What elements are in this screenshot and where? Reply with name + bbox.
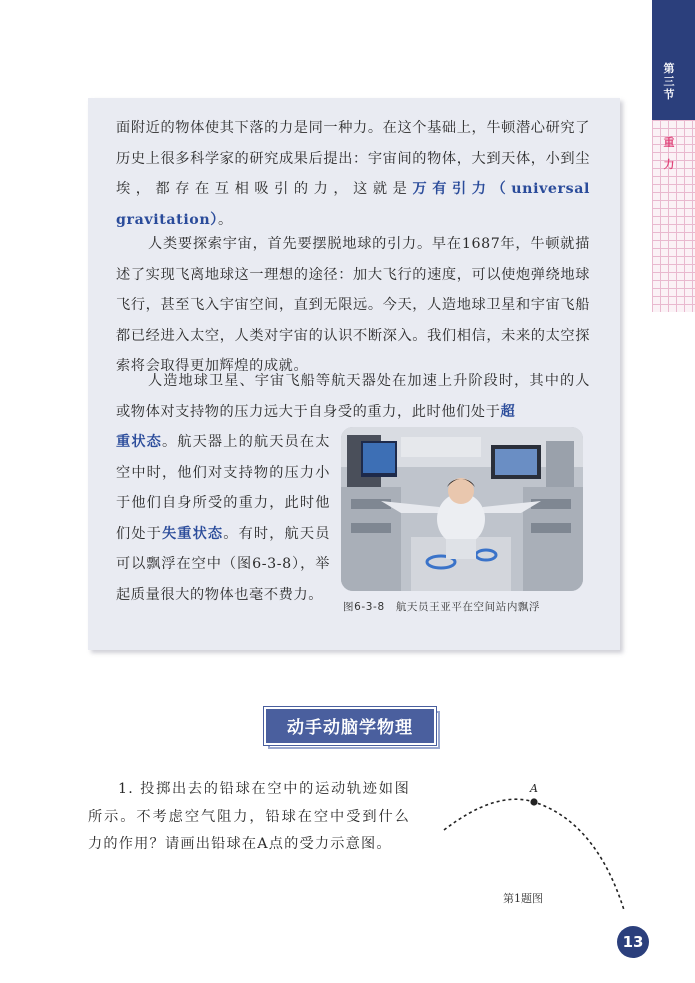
paragraph-1 <box>116 113 590 235</box>
space-station-illustration <box>341 427 583 591</box>
astronaut-photo <box>341 427 583 591</box>
p3-text: 人造地球卫星、宇宙飞船等航天器处在加速上升阶段时，其中的人或物体对支持物的压力远大于自身受的重力，此时他们处于 <box>116 373 590 420</box>
keyword-overweight-a: 超 <box>500 403 516 420</box>
p3-text-b: 。航天器上的航天员在太空中时，他们对支持物的压力小于他们自身所受的重力，此时他们处于 <box>116 434 330 542</box>
exercise-question-1: 1. 投掷出去的铅球在空中的运动轨迹如图所示。不考虑空气阻力，铅球在空中受到什么力的作用？请画出铅球在A点的受力示意图。 <box>88 781 410 852</box>
paragraph-2: 人类要探索宇宙，首先要摆脱地球的引力。早在1687年，牛顿就描述了实现飞离地球这一理想的途径：加大飞行的速度，可以使炮弹绕地球飞行，甚至飞入宇宙空间，直到无限远。今天，人造地球卫星和宇宙飞船都已经进入太空，人类对宇宙的认识不断深入。我们相信，未来的太空探索将会取得更加辉煌的成就。 <box>116 236 590 374</box>
side-tab-topic: 重力 <box>663 136 675 171</box>
p1-text: 面附近的物体使其下落的力是同一种力。在这个基础上，牛顿潜心研究了历史上很多科学家的研究成果后提出：宇宙间的物体，大到天体，小到尘埃，都存在互相吸引的力，这就是 <box>116 120 590 197</box>
keyword-universal-gravitation: 万有引力（universal gravitation） <box>116 181 590 228</box>
keyword-overweight-b: 重状态 <box>116 434 162 450</box>
side-tab-header <box>652 0 695 120</box>
photo-caption: 图6-3-8 航天员王亚平在空间站内飘浮 <box>343 601 541 613</box>
figure-label: 第1题图 <box>503 892 543 905</box>
keyword-weightless: 失重状态 <box>161 525 224 542</box>
point-a-marker <box>530 798 537 805</box>
page-number: 13 <box>617 926 649 958</box>
p1-end: 。 <box>217 211 233 228</box>
paragraph-3-wrap <box>116 427 330 610</box>
side-tab-section: 第三节 <box>663 62 675 101</box>
point-a-label: A <box>530 782 538 795</box>
section-title: 动手动脑学物理 <box>264 707 436 745</box>
p3-text-c: 。有时，航天员可以飘浮在空中（图6-3-8），举起质量很大的物体也毫不费力。 <box>116 525 330 603</box>
paragraph-3 <box>116 366 590 427</box>
